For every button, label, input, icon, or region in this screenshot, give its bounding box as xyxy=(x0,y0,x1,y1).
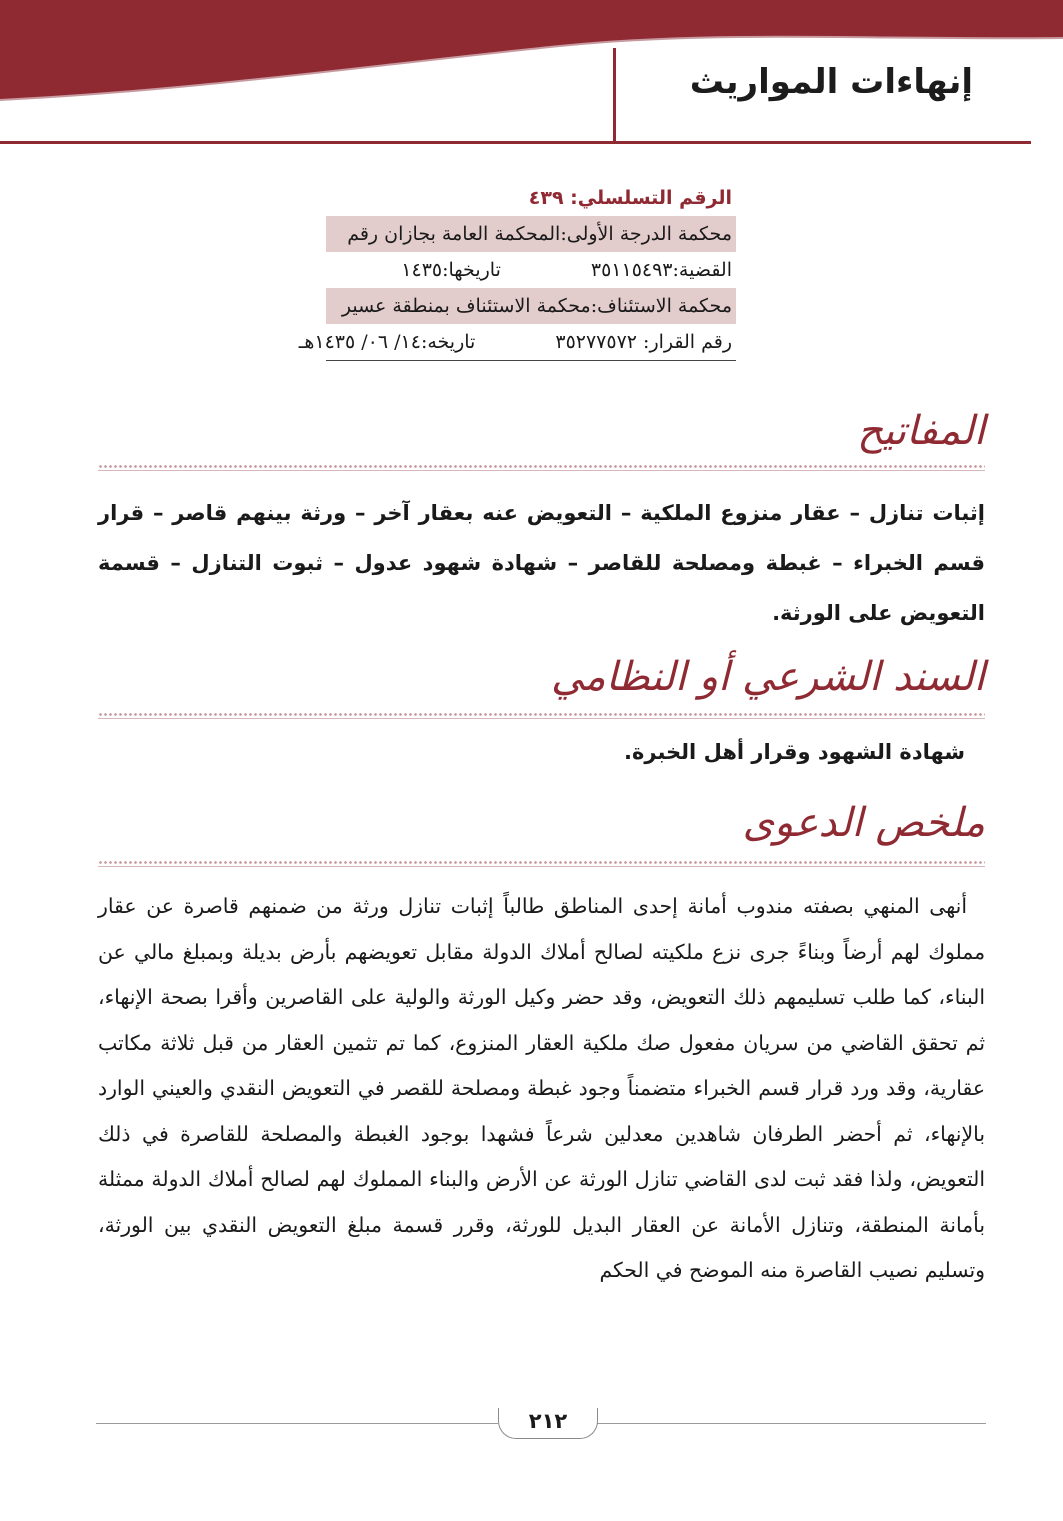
appeal-court-row xyxy=(326,288,736,324)
keywords-divider xyxy=(98,464,985,469)
keywords-text: إثبات تنازل – عقار منزوع الملكية – التعويض عنه بعقار آخر – ورثة بينهم قاصر – قرار قسم الخبراء – غبطة ومصلحة للقاصر – شهادة شهود عدول – ثبوت التنازل – قسمة التعويض على الورثة. xyxy=(98,501,985,625)
footer-line-left xyxy=(96,1423,498,1424)
first-court-row xyxy=(326,216,736,252)
page-number: ٢١٢ xyxy=(498,1408,598,1439)
summary-text: أنهى المنهي بصفته مندوب أمانة إحدى المناطق طالباً إثبات تنازل ورثة من ضمنهم قاصرة عن عقار مملوك لهم أرضاً وبناءً جرى نزع ملكيته لصالح أملاك الدولة مقابل تعويضهم بأرض بديلة وبمبلغ مالي عن البناء، كما طلب تسليمهم ذلك التعويض، وقد حضر وكيل الورثة والولية على القاصرين وأقرا بصحة الإنهاء، ثم تحقق القاضي من سريان مفعول صك ملكية العقار المنزوع، كما تم تثمين العقار من قبل ثلاثة مكاتب عقارية، وقد ورد قرار قسم الخبراء متضمناً وجود غبطة ومصلحة للقصر في التعويض النقدي والعيني الوارد بالإنهاء، ثم أحضر الطرفان شاهدين معدلين شرعاً فشهدا بوجود الغبطة والمصلحة للقاصرة في ذلك التعويض، ولذا فقد ثبت لدى القاضي تنازل الورثة عن الأرض والبناء المملوك لهم لصالح أملاك الدولة ممثلة بأمانة المنطقة، وتنازل الأمانة عن العقار البديل للورثة، وقرر قسمة مبلغ التعويض النقدي بين الورثة، وتسليم نصيب القاصرة منه الموضح في الحكم xyxy=(98,894,985,1282)
legal-basis-divider xyxy=(98,712,985,717)
legal-basis-text: شهادة الشهود وقرار أهل الخبرة. xyxy=(624,740,965,764)
case-date: تاريخها:١٤٣٥ xyxy=(401,259,501,281)
serial-number: الرقم التسلسلي: ٤٣٩ xyxy=(528,187,732,209)
summary-heading: ملخص الدعوى xyxy=(742,800,985,846)
decision-date: تاريخه:١٤/ ٠٦/ ١٤٣٥هـ xyxy=(298,331,476,353)
summary-divider xyxy=(98,860,985,865)
footer-line-right xyxy=(596,1423,986,1424)
case-number: القضية:٣٥١١٥٤٩٣ xyxy=(590,259,732,281)
header-underline xyxy=(0,141,650,144)
appeal-court: محكمة الاستئناف:محكمة الاستئناف بمنطقة عسير xyxy=(341,295,732,317)
decision-number: رقم القرار: ٣٥٢٧٧٥٧٢ xyxy=(555,331,732,353)
case-row xyxy=(326,252,736,288)
legal-basis-heading: السند الشرعي أو النظامي xyxy=(550,654,985,700)
page-title: إنهاءات المواريث xyxy=(689,62,973,102)
decision-row xyxy=(298,324,736,361)
keywords-heading: المفاتيح xyxy=(857,408,985,454)
case-record-block xyxy=(298,180,736,361)
first-court: محكمة الدرجة الأولى:المحكمة العامة بجازان رقم xyxy=(347,223,732,245)
